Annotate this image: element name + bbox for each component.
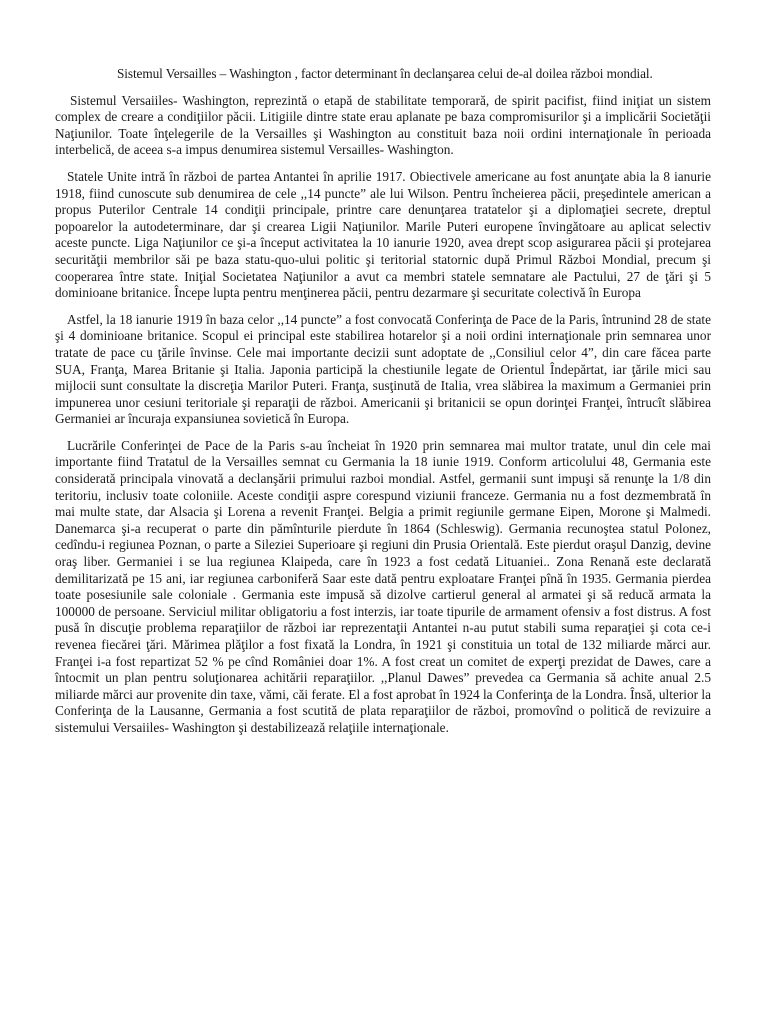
paragraph-versailles-treaty: Lucrările Conferinţei de Pace de la Paris s-au încheiat în 1920 prin semnarea mai multor tratate, unul din cele mai importante fiind Tratatul de la Versailles semnat cu Germania la 18 iunie 1919. Conform articolului 48, Germania este considerată principala vinovată a declanşării primului razboi mondial. Astfel, germanii sunt impuşi să renunţe la 1/8 din teritoriu, inclusiv toate coloniile. Aceste condiţii aspre corespund viziunii franceze. Germania nu a fost dezmembrată în mai multe state, dar Alsacia şi Lorena a revenit Franţei. Belgia a primit regiunile germane Eipen, Morone şi Malmedi. Danemarca şi-a recuperat o parte din pămînturile pierdute în 1864 (Schleswig). Germania recunoştea statul Polonez, cedîndu-i regiunea Poznan, o parte a Sileziei Superioare şi regiuni din Prusia Orientală. Este pierdut oraşul Danzig, devine oraş liber. Germaniei i se lua regiunea Klaipeda, care în 1923 a fost cedată Lituaniei.. Zona Renană este declarată demilitarizată pe 15 ani, iar regiunea carboniferă Saar este dată pentru exploatare Franţei pînă în 1935. Germania pierdea toate posesiunile sale coloniale . Germania este impusă să dizolve cartierul general al armatei şi să reducă armata la 100000 de persoane. Serviciul militar obligatoriu a fost interzis, iar toate tipurile de armament ofensiv a fost distrus. A fost pusă în discuţie problema reparaţiilor de război iar reprezentaţii Antantei n-au putut stabili suma reparaţiei şi cota ce-i revenea fiecărei ţări. Mărimea plăţilor a fost fixată la Londra, în 1921 şi constituia un total de 132 miliarde mărci aur. Franţei i-a fost repartizat 52 % pe cînd României doar 1%. A fost creat un comitet de experţi prezidat de Dawes, care a întocmit un plan pentru soluţionarea achitării reparaţiilor. ,,Planul Dawes” prevedea ca Germania să achite anual 2.5 miliarde mărci aur provenite din taxe, vămi, căi ferate. El a fost aprobat în 1924 la Conferinţa de la Londra. Însă, ulterior la Conferinţa de la Lausanne, Germania a fost scutită de plata reparaţiilor de război, promovînd o politică de revizuire a sistemului Versaiiles- Washington şi destabilizează relaţiile internaţionale.	[55, 437, 711, 735]
paragraph-paris-conference: Astfel, la 18 ianurie 1919 în baza celor ,,14 puncte” a fost convocată Conferinţa de Pace de la Paris, întrunind 28 de state şi 4 dominioane britanice. Scopul ei principal este stabilirea hotarelor şi a noii ordini internaţionale prin semnarea unor tratate de pace cu ţările învinse. Cele mai importante decizii sunt adoptate de ,,Consiliul celor 4”, din care făcea parte SUA, Franţa, Marea Britanie şi Italia. Japonia participă la chestiunile legate de Orientul Îndepărtat, iar ţările mici sau mijlocii sunt consultate la discreţia Marilor Puteri. Franţa, susţinută de Italia, vrea slăbirea la maximum a Germaniei prin impunerea unor cesiuni teritoriale şi reparaţii de război. Americanii şi britanicii se opun dorinţei Franţei, întrucît slăbirea Germaniei ar încuraja expansiunea sovietică în Europa.	[55, 311, 711, 427]
document-title: Sistemul Versailles – Washington , factor determinant în declanşarea celui de-al doilea război mondial.	[117, 66, 653, 81]
paragraph-usa-entry: Statele Unite intră în război de partea Antantei în aprilie 1917. Obiectivele americane au fost anunţate abia la 8 ianurie 1918, fiind cunoscute sub denumirea de cele ,,14 puncte” ale lui Wilson. Pentru încheierea păcii, preşedintele american a propus Puterilor Centrale 14 condiţii principale, printre care denunţarea tratatelor şi a diplomaţiei secrete, dreptul popoarelor la autodeterminare, dar şi crearea Ligii Naţiunilor. Marile Puteri europene învingătoare au aplicat selectiv aceste puncte. Liga Naţiunilor ce şi-a început activitatea la 10 ianurie 1920, avea drept scop asigurarea păcii şi protejarea securităţii membrilor săi pe baza statu-quo-ului politic şi teritorial statornic după Primul Război Mondial, precum şi cooperarea între state. Iniţial Societatea Naţiunilor a avut ca membri statele semnatare ale Pactului, 27 de ţări şi 5 dominioane britanice. Începe lupta pentru menţinerea păcii, pentru dezarmare şi securitate colectivă în Europa	[55, 168, 711, 301]
paragraph-intro: Sistemul Versaiiles- Washington, reprezintă o etapă de stabilitate temporară, de spirit pacifist, fiind iniţiat un sistem complex de creare a condiţiilor păcii. Litigiile dintre state erau aplanate pe baza compromisurilor şi a implicării Societăţii Naţiunilor. Toate înţelegerile de la Versailles şi Washington au constituit baza noii ordini internaţionale în perioada interbelică, de aceea s-a impus denumirea sistemul Versailles- Washington.	[55, 92, 711, 158]
